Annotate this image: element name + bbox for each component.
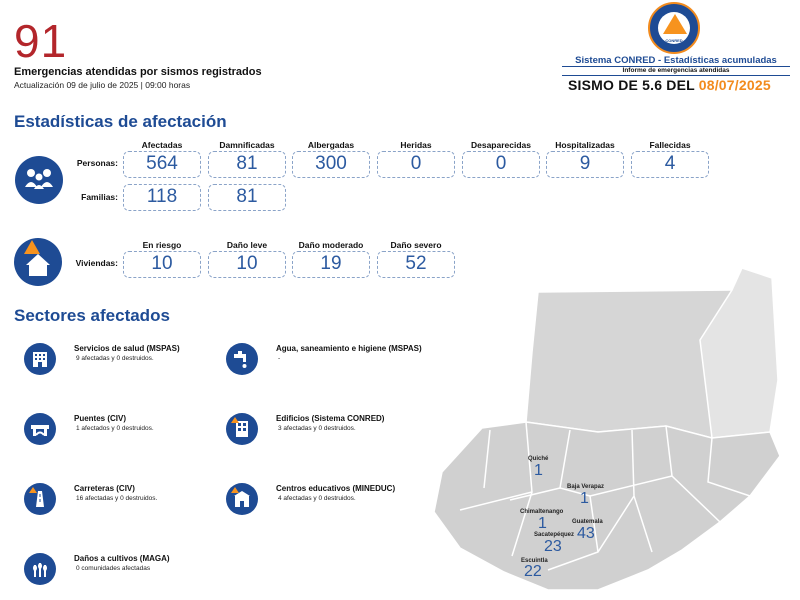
people-col-header: Desaparecidas: [470, 140, 531, 150]
sector-detail: -: [278, 355, 281, 362]
quake-title: SISMO DE 5.6 DEL 08/07/2025: [568, 77, 771, 93]
map-dept-label: Baja Verapaz: [567, 484, 605, 490]
family-value-box: 118: [123, 184, 201, 211]
family-row-label: Familias:: [81, 192, 118, 202]
map-dept-label: Sacatepéquez: [534, 532, 575, 538]
sector-title: Centros educativos (MINEDUC): [276, 484, 396, 493]
bridge-icon: [24, 413, 56, 445]
building-icon: [226, 413, 258, 445]
people-col-header: Damnificadas: [219, 140, 275, 150]
map-dept-value: 22: [524, 563, 542, 580]
housing-value-box: 52: [377, 251, 455, 278]
housing-col-header: En riesgo: [142, 240, 182, 250]
brand-block: [562, 0, 790, 100]
people-value-box: 564: [123, 151, 201, 178]
brand-report-title: Informe de emergencias atendidas: [622, 67, 730, 74]
conred-logo: CONRED: [648, 2, 700, 54]
hospital-icon: [24, 343, 56, 375]
update-timestamp: Actualización 09 de julio de 2025 | 09:00 horas: [14, 80, 191, 90]
map-dept-value: 1: [538, 515, 547, 532]
sector-detail: 0 comunidades afectadas: [76, 565, 151, 572]
housing-col-header: Daño leve: [226, 240, 268, 250]
sector-title: Agua, saneamiento e higiene (MSPAS): [276, 344, 422, 353]
road-icon: [24, 483, 56, 515]
people-value-box: 81: [208, 151, 286, 178]
sector-title: Servicios de salud (MSPAS): [74, 344, 180, 353]
total-emergencies: 91: [14, 15, 68, 67]
sector-detail: 4 afectadas y 0 destruidos.: [278, 495, 356, 502]
quake-date: 08/07/2025: [698, 77, 771, 93]
housing-row-label: Viviendas:: [75, 258, 118, 268]
map-dept-label: Quiché: [528, 456, 549, 462]
people-col-header: Afectadas: [141, 140, 183, 150]
sector-detail: 9 afectadas y 0 destruidos.: [76, 355, 154, 362]
people-col-header: Heridas: [400, 140, 432, 150]
sector-detail: 16 afectadas y 0 destruidos.: [76, 495, 158, 502]
crops-icon: [24, 553, 56, 585]
map-dept-value: 1: [534, 462, 543, 479]
housing-col-header: Daño severo: [390, 240, 442, 250]
map-dept-value: 1: [580, 490, 589, 507]
people-value-box: 4: [631, 151, 709, 178]
house-icon: [14, 238, 62, 286]
sectors-title: Sectores afectados: [14, 306, 170, 325]
water-tap-icon: [226, 343, 258, 375]
people-col-header: Albergadas: [307, 140, 355, 150]
map-dept-label: Escuintla: [521, 558, 548, 564]
map-dept-value: 23: [544, 538, 562, 555]
report-subtitle: Emergencias atendidas por sismos registrados: [14, 66, 262, 78]
sector-title: Daños a cultivos (MAGA): [74, 554, 170, 563]
stats-title: Estadísticas de afectación: [14, 112, 227, 131]
family-value-box: 81: [208, 184, 286, 211]
people-value-box: 0: [377, 151, 455, 178]
people-row-label: Personas:: [76, 158, 118, 168]
map-dept-value: 43: [577, 525, 595, 542]
sector-detail: 1 afectados y 0 destruidos.: [76, 425, 154, 432]
map-dept-label: Chimaltenango: [520, 509, 564, 515]
sector-title: Puentes (CIV): [74, 414, 127, 423]
people-col-header: Hospitalizadas: [555, 140, 615, 150]
sector-detail: 3 afectadas y 0 destruidos.: [278, 425, 356, 432]
sector-title: Edificios (Sistema CONRED): [276, 414, 385, 423]
school-icon: [226, 483, 258, 515]
people-value-box: 9: [546, 151, 624, 178]
guatemala-map: [420, 260, 790, 600]
map-dept-label: Guatemala: [572, 519, 603, 525]
sector-title: Carreteras (CIV): [74, 484, 135, 493]
people-icon: [15, 156, 63, 204]
housing-value-box: 19: [292, 251, 370, 278]
housing-col-header: Daño moderado: [298, 240, 364, 250]
people-value-box: 300: [292, 151, 370, 178]
housing-value-box: 10: [123, 251, 201, 278]
people-col-header: Fallecidas: [649, 140, 691, 150]
housing-value-box: 10: [208, 251, 286, 278]
people-value-box: 0: [462, 151, 540, 178]
brand-system-title: Sistema CONRED - Estadísticas acumuladas: [575, 55, 777, 66]
